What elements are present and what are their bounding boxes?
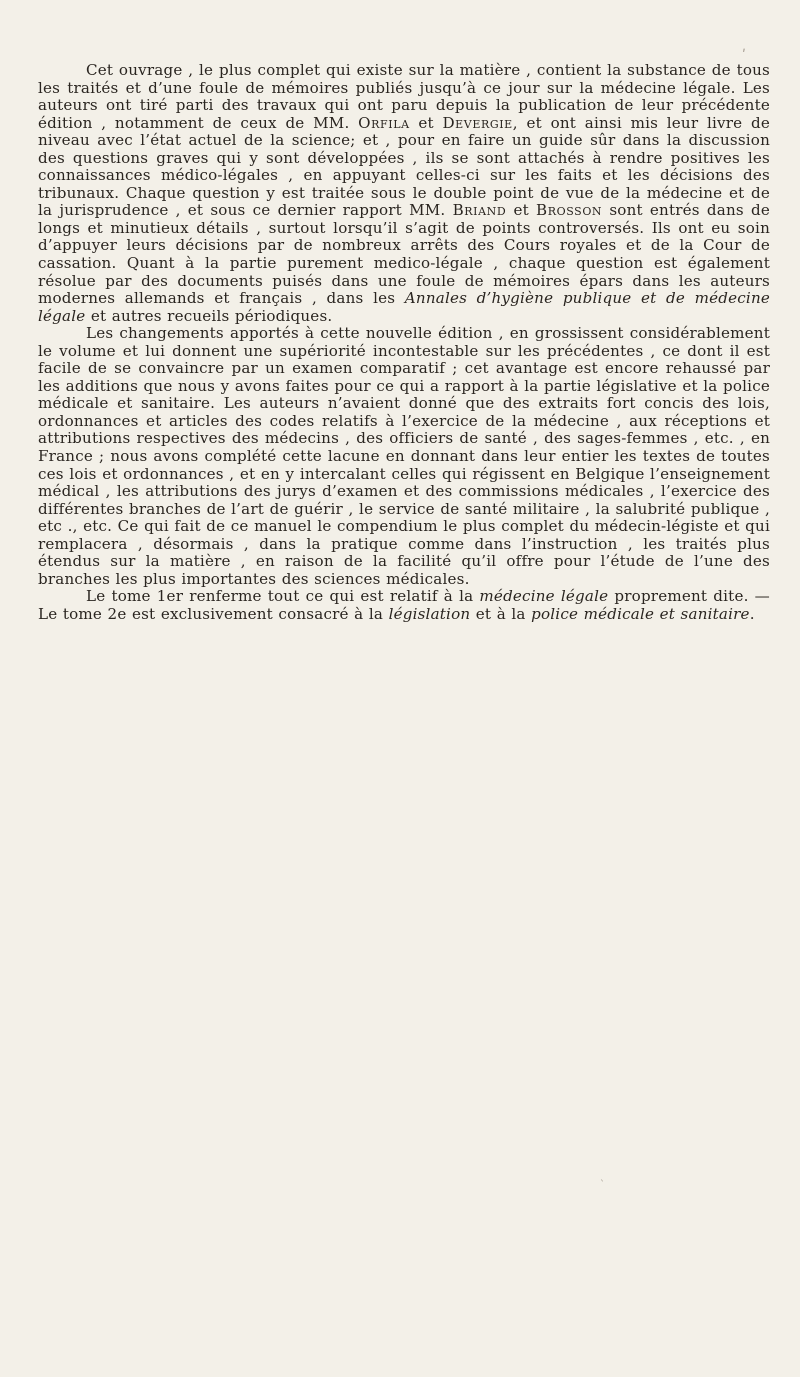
text-run: sont entrés dans de longs et minutieux détails , surtout lorsqu’il s’agit de points controversés. Ils ont eu soin d’appuyer leurs décisions par de nombreux arrêts des Cours royales et de la Cour de cassation. Quant à la partie purement medico-légale , chaque question est également résolue par des documents puisés dans une foule de mémoires épars dans les auteurs modernes allemands et français , dans les [38, 201, 770, 308]
paper-speck: ˋ [600, 1180, 605, 1191]
italic-text: médecine légale [479, 587, 609, 606]
paragraph-3 [38, 588, 770, 623]
author-name: Orfila [358, 113, 410, 132]
document-page [38, 62, 770, 624]
text-run: , et ont ainsi mis leur livre de niveau avec l’état actuel de la science; et , pour en faire un guide sûr dans la discussion des questions graves qui y sont développées , ils se sont attachés à rendre positives les connaissances médico-légales , en appuyant celles-ci sur les faits et les décisions des tribunaux. Chaque question y est traitée sous le double point de vue de la médecine et de la jurisprudence , et sous ce dernier rapport MM. [38, 113, 770, 220]
text-run: Cet ouvrage , le plus complet qui existe sur la matière , contient la substance de tous les traités et d’une foule de mémoires publiés jusqu’à ce jour sur la médecine légale. Les auteurs ont tiré parti des travaux qui ont paru depuis la publication de leur précédente édition , notamment de ceux de MM. [38, 61, 770, 132]
text-run: proprement dite. — Le tome 2e est exclusivement consacré à la [38, 587, 770, 623]
text-run: . [749, 604, 755, 623]
italic-text: Annales d’hygiène publique et de médecine légale [38, 289, 770, 325]
author-name: Brosson [536, 201, 603, 220]
text-run: et à la [470, 604, 532, 623]
text-run: et [506, 201, 537, 220]
text-run: et autres recueils périodiques. [85, 306, 333, 325]
text-run: et [409, 113, 443, 132]
text-run: Les changements apportés à cette nouvelle édition , en grossissent considérablement le volume et lui donnent une supériorité incontestable sur les précédentes , ce dont il est facile de se convaincre par un examen comparatif ; cet avantage est encore rehaussé par les additions que nous y avons faites pour ce qui a rapport à la partie législative et la police médicale et sanitaire. Les auteurs n’avaient donné que des extraits fort concis des lois, ordonnances et articles des codes relatifs à l’exercice de la médecine , aux réceptions et attributions respectives des médecins , des officiers de santé , des sages-femmes , etc. , en France ; nous avons complété cette lacune en donnant dans leur entier les textes de toutes ces lois et ordonnances , et en y intercalant celles qui régissent en Belgique l’enseignement médical , les attributions des jurys d’examen et des commissions médicales , l’exercice des différentes branches de l’art de guérir , le service de santé militaire , la salubrité publique , etc ., etc. Ce qui fait de ce manuel le compendium le plus complet du médecin-légiste et qui remplacera , désormais , dans la pratique comme dans l’instruction , les traités plus étendus sur la matière , en raison de la facilité qu’il offre pour l’étude de l’une des branches les plus importantes des sciences médicales. [38, 324, 770, 588]
paragraph-2 [38, 325, 770, 588]
paragraph-1 [38, 62, 770, 325]
author-name: Devergie [442, 113, 513, 132]
italic-text: législation [388, 604, 471, 623]
italic-text: police médicale et sanitaire [531, 604, 750, 623]
text-run: Le tome 1er renferme tout ce qui est relatif à la [86, 587, 480, 606]
paper-speck: ʹ [742, 48, 746, 64]
author-name: Briand [452, 201, 507, 220]
